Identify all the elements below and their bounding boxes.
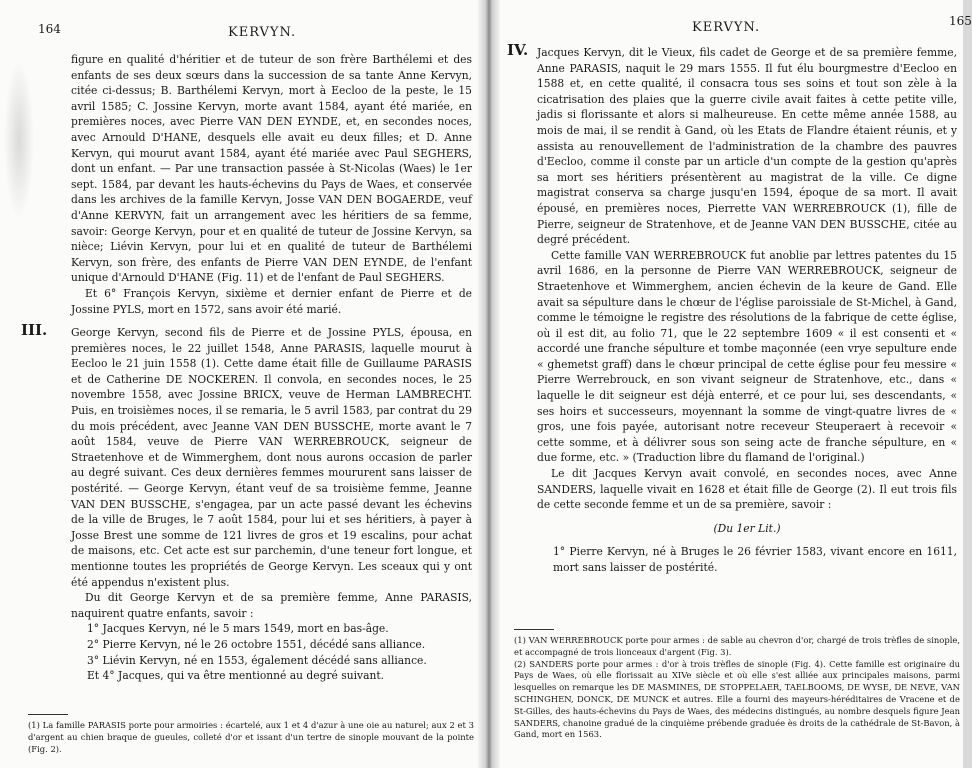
footnote-rule — [514, 629, 554, 630]
section-numeral: IV. — [507, 41, 529, 59]
page-body — [21, 52, 472, 684]
page-body — [507, 41, 957, 576]
paragraph: Du dit George Kervyn et de sa première femme, Anne PARASIS, naquirent quatre enfants, savoir : — [71, 591, 472, 620]
footnote: (1) VAN WERREBROUCK porte pour armes : de sable au chevron d'or, chargé de trois trèfles de sinople, et accompagné de trois lionceaux d'argent (Fig. 3). — [514, 635, 960, 657]
section-text: George Kervyn, second fils de Pierre et de Jossine PYLS, épousa, en premières noces, le 22 juillet 1548, Anne PARASIS, laquelle mourut à Eecloo le 21 juin 1558 (1). Cette dame était fille de Guillaume PARASIS et de Catherine DE NOCKEREN. Il convola, en secondes noces, le 25 novembre 1558, avec Jossine BRICX, veuve de Herman LAMBRECHT. Puis, en troisièmes noces, il se remaria, le 5 avril 1583, par contrat du 29 du mois précédent, avec Jeanne VAN DEN BUSSCHE, morte avant le 7 août 1584, veuve de Pierre VAN WERREBROUCK, seigneur de Straetenhove et de Wimmerghem, dont nous aurons occasion de parler au degré suivant. Ces deux dernières femmes moururent sans laisser de postérité. — George Kervyn, étant veuf de sa troisième femme, Jeanne VAN DEN BUSSCHE, s'engagea, par un acte passé devant les échevins de la ville de Bruges, le 7 août 1584, pour lui et ses héritiers, à payer à Josse Brest une somme de 121 livres de gros et 19 escalins, pour achat de maisons, etc. Cet acte est sur parchemin, d'une teneur fort longue, et mentionne toutes les propriétés de George Kervyn. Les sceaux qui y ont été appendus n'existent plus. — [71, 326, 472, 589]
paragraph: Cette famille VAN WERREBROUCK fut anoblie par lettres patentes du 15 avril 1686, en la personne de Pierre VAN WERREBROUCK, seigneur de Straetenhove et Wimmerghem, ancien échevin de la keure de Gand. Elle avait sa sépulture dans le chœur de l'église paroissiale de St-Michel, à Gand, comme le témoigne le registre des résolutions de la fabrique de cette église, où il est dit, au folio 71, que le 22 septembre 1609 « il est consenti et « accordé une franche sépulture et tombe maçonnée (een vrye sepulture ende « ghemetst graff) dans le chœur principal de cette église pour feu messire « Pierre Werrebrouck, en son vivant seigneur de Stratenhove, etc., dans « laquelle le dit seigneur est déjà enterré, et ce pour lui, ses descendants, « ses hoirs et successeurs, moyennant la somme de vingt-quatre livres de « gros, une fois payée, autorisant notre receveur Steuperaert à recevoir « cette somme, et à délivrer sous son seing acte de franche sépulture, en « due forme, etc. » (Traduction libre du flamand de l'original.) — [537, 248, 957, 465]
list-item: 1° Pierre Kervyn, né à Bruges le 26 février 1583, vivant encore en 1611, mort sans laisser de postérité. — [553, 545, 957, 574]
right-page — [500, 0, 972, 768]
paragraph: Et 6° François Kervyn, sixième et dernier enfant de Pierre et de Jossine PYLS, mort en 1572, sans avoir été marié. — [71, 286, 472, 316]
list-item: Et 4° Jacques, qui va être mentionné au degré suivant. — [87, 669, 385, 683]
page-number: 165 — [949, 14, 972, 28]
section-paragraph — [507, 41, 957, 248]
footnote: (2) SANDERS porte pour armes : d'or à trois trèfles de sinople (Fig. 4). Cette famille est originaire du Pays de Waes, où elle florissait au XIVe siècle et où elle s'est alliée aux principales maisons, parmi lesquelles on remarque les DE MASMINES, DE STOPPELAER, TAELBOOMS, DE WYSE, DE NEVE, VAN SCHINGHEN, DONCK, DE MUNCK et autres. Elle a fourni des mayeurs-héréditaires de Vracene et de St-Gilles, des hauts-échevins du Pays de Waes, des médecins distingués, au nombre desquels figure Jean SANDERS, chanoine gradué de la cinquième prébende graduée ès droits de la cathédrale de St-Bavon, à Gand, mort en 1563. — [514, 658, 960, 740]
children-list — [537, 544, 957, 575]
footnote: (1) La famille PARASIS porte pour armoiries : écartelé, aux 1 et 4 d'azur à une oie au naturel; aux 2 et 3 d'argent au chien braque de gueules, colleté d'or et issant d'un tertre de sinople mouvant de la pointe (Fig. 2). — [28, 720, 474, 754]
page-number: 164 — [38, 22, 61, 36]
running-head: KERVYN. — [228, 25, 297, 40]
subheading: (Du 1er Lit.) — [713, 521, 781, 535]
children-list — [71, 621, 472, 683]
footnotes — [514, 635, 960, 741]
left-page — [0, 0, 478, 768]
running-head: KERVYN. — [692, 20, 761, 35]
paragraph: Le dit Jacques Kervyn avait convolé, en secondes noces, avec Anne SANDERS, laquelle vivait en 1628 et était fille de George (2). Il eut trois fils de cette seconde femme et un de sa première, savoir : — [537, 467, 957, 512]
paragraph: figure en qualité d'héritier et de tuteur de son frère Barthélemi et des enfants de ses deux sœurs dans la succession de sa tante Anne Kervyn, citée ci-dessus; B. Barthélemi Kervyn, mort à Eecloo de la peste, le 15 avril 1585; C. Jossine Kervyn, morte avant 1584, ayant été mariée, en premières noces, avec Pierre VAN DEN EYNDE, et, en secondes noces, avec Arnould D'HANE, desquels elle avait eu deux filles; et D. Anne Kervyn, qui mourut avant 1584, ayant été mariée avec Paul SEGHERS, dont un enfant. — Par une transaction passée à St-Nicolas (Waes) le 1er sept. 1584, par devant les hauts-échevins du Pays de Waes, et conservée dans les archives de la famille Kervyn, Josse VAN DEN BOGAERDE, veuf d'Anne KERVYN, fait un arrangement avec les héritiers de sa femme, savoir: George Kervyn, pour et en qualité de tuteur de Jossine Kervyn, sa nièce; Liévin Kervyn, pour lui et en qualité de tuteur de Barthélemi Kervyn, son frère, des enfants de Pierre VAN DEN EYNDE, de l'enfant unique d'Arnould D'HANE (Fig. 11) et de l'enfant de Paul SEGHERS. — [71, 53, 472, 285]
section-text: Jacques Kervyn, dit le Vieux, fils cadet de George et de sa première femme, Anne PARASIS, naquit le 29 mars 1555. Il fut élu bourgmestre d'Eecloo en 1588 et, en cette qualité, il consacra tous ses soins et tout son zèle à la cicatrisation des plaies que la guerre civile avait faites à cette petite ville, jadis si florissante et alors si malheureuse. En cette même année 1588, au mois de mai, il se rendit à Gand, où les Etats de Flandre étaient réunis, et y assista au renouvellement de l'administration de la chambre des pauvres d'Eecloo, comme il conste par un article d'un compte de la gestion qu'après sa mort ses héritiers présentèrent au magistrat de la ville. Ce digne magistrat conserva sa charge jusqu'en 1594, époque de sa mort. Il avait épousé, en premières noces, Pierrette VAN WERREBROUCK (1), fille de Pierre, seigneur de Stratenhove, et de Jeanne VAN DEN BUSSCHE, citée au degré précédent. — [537, 46, 957, 247]
page-smudge — [4, 60, 34, 220]
section-paragraph — [21, 321, 472, 590]
list-item: 3° Liévin Kervyn, né en 1553, également décédé sans alliance. — [87, 653, 427, 667]
footnote-rule — [28, 714, 68, 715]
list-item: 1° Jacques Kervyn, né le 5 mars 1549, mort en bas-âge. — [87, 622, 389, 636]
book-gutter — [478, 0, 500, 768]
section-numeral: III. — [21, 321, 48, 340]
list-item: 2° Pierre Kervyn, né le 26 octobre 1551, décédé sans alliance. — [87, 637, 426, 651]
